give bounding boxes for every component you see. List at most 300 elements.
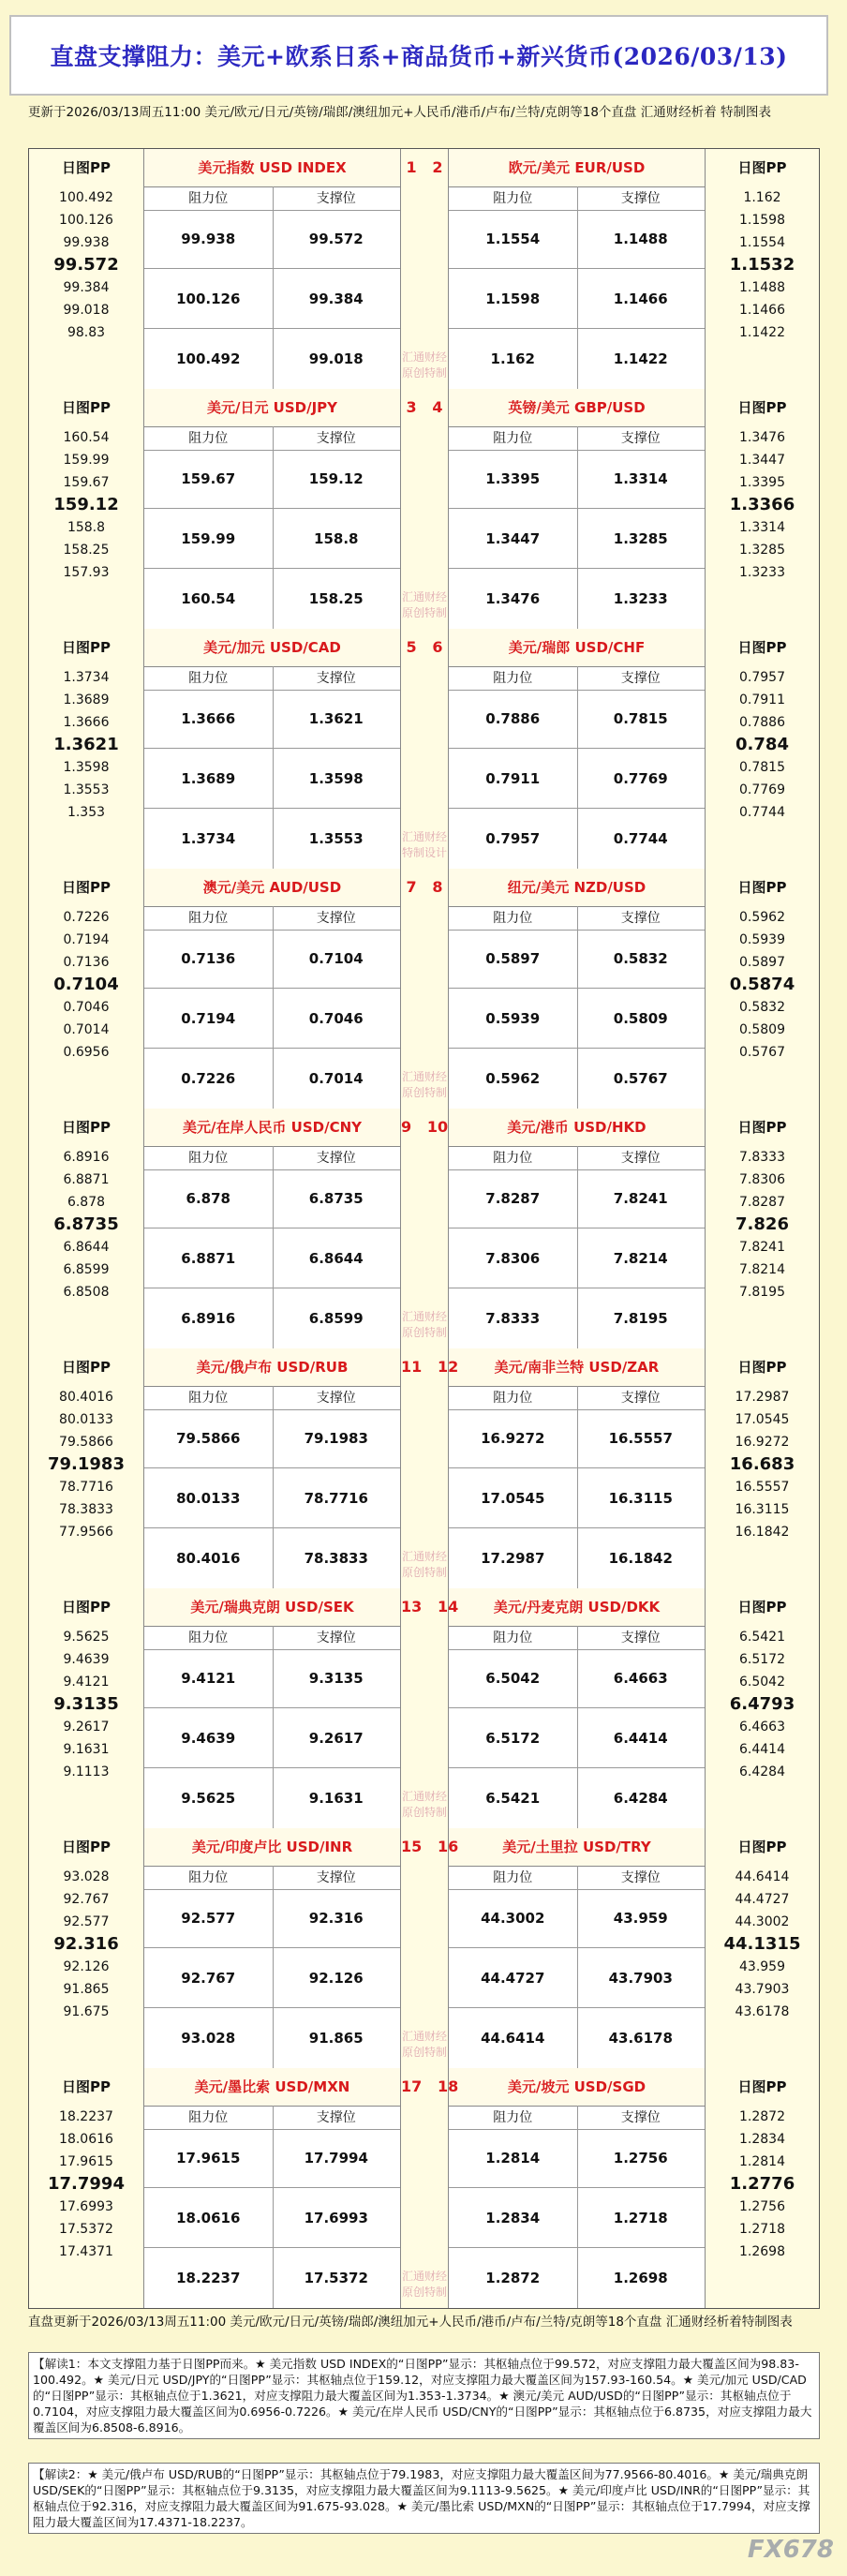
- pair-panel-right: [448, 1109, 706, 1348]
- support-value: 1.3233: [613, 590, 668, 607]
- pair-number-right: 14: [437, 1598, 459, 1616]
- block-number-column: [401, 149, 448, 389]
- pp-level-value: 0.5767: [739, 1045, 785, 1060]
- pp-level-value: 1.3395: [739, 475, 785, 490]
- pp-header: 日图PP: [737, 1599, 787, 1616]
- column-divider: [577, 186, 578, 389]
- column-divider: [577, 906, 578, 1109]
- pp-level-value: 0.7194: [63, 932, 110, 947]
- pp-column-right: [706, 1588, 819, 1828]
- pp-column-left: [29, 1588, 143, 1828]
- pivot-point-value: 7.826: [736, 1214, 789, 1234]
- pp-level-value: 6.4663: [739, 1720, 785, 1735]
- pp-level-value: 158.8: [67, 520, 106, 535]
- pp-header: 日图PP: [737, 1839, 787, 1855]
- block-numbers: [401, 1828, 459, 1866]
- pivot-point-value: 17.7994: [48, 2174, 125, 2194]
- watermark-text: 汇通财经原创特制: [401, 590, 447, 619]
- resistance-value: 100.492: [176, 350, 241, 367]
- pp-level-value: 17.5372: [59, 2222, 113, 2237]
- support-value: 158.25: [308, 590, 364, 607]
- pp-header: 日图PP: [737, 399, 787, 416]
- pair-number-right: 8: [432, 878, 443, 896]
- pp-level-value: 1.1488: [739, 280, 785, 295]
- pair-name: 美元/加元 USD/CAD: [144, 629, 400, 667]
- support-value: 7.8214: [613, 1250, 668, 1267]
- watermark-text: 汇通财经原创特制: [401, 1790, 447, 1819]
- pp-level-value: 1.3447: [739, 453, 785, 468]
- update-note-footer: 直盘更新于2026/03/13周五11:00 美元/欧元/日元/英镑/瑞郎/澳纽加元+人民币/港币/卢布/兰特/克朗等18个直盘 汇通财经析着特制图表: [28, 2315, 793, 2330]
- pp-level-value: 0.7957: [739, 670, 785, 685]
- pp-level-value: 1.2834: [739, 2132, 785, 2147]
- column-divider: [273, 1146, 274, 1348]
- resistance-value: 17.0545: [481, 1490, 545, 1507]
- pair-panel-right: [448, 1828, 706, 2068]
- resistance-header: 阻力位: [188, 191, 229, 206]
- pp-level-value: 17.2987: [735, 1390, 790, 1405]
- pp-level-value: 1.1422: [739, 325, 785, 340]
- pp-header: 日图PP: [62, 159, 111, 176]
- resistance-header: 阻力位: [188, 1630, 229, 1645]
- pair-block: [29, 1588, 819, 1828]
- pp-level-value: 9.1631: [63, 1742, 110, 1757]
- resistance-value: 6.878: [186, 1190, 230, 1207]
- pair-number-left: 3: [406, 398, 417, 416]
- resistance-header: 阻力位: [188, 1870, 229, 1885]
- resistance-header: 阻力位: [188, 2110, 229, 2125]
- pp-header: 日图PP: [62, 1119, 111, 1136]
- support-value: 17.6993: [304, 2210, 368, 2226]
- pp-level-value: 79.5866: [59, 1435, 113, 1450]
- pp-level-value: 6.8599: [63, 1262, 110, 1277]
- support-value: 79.1983: [304, 1430, 368, 1447]
- pair-number-left: 1: [406, 158, 417, 176]
- pair-name: 美元/坡元 USD/SGD: [449, 2068, 705, 2107]
- pp-level-value: 160.54: [63, 430, 110, 445]
- pair-name: 美元/南非兰特 USD/ZAR: [449, 1348, 705, 1387]
- support-value: 17.7994: [304, 2150, 368, 2167]
- pp-header: 日图PP: [62, 1599, 111, 1616]
- pair-name: 美元/丹麦克朗 USD/DKK: [449, 1588, 705, 1627]
- pp-level-value: 100.492: [59, 190, 113, 205]
- support-header: 支撑位: [316, 2110, 356, 2125]
- resistance-header: 阻力位: [493, 191, 533, 206]
- pp-level-value: 44.3002: [735, 1914, 790, 1929]
- watermark-text: 汇通财经特制设计: [401, 830, 447, 859]
- support-value: 6.8599: [308, 1310, 364, 1327]
- pp-level-value: 43.7903: [735, 1982, 790, 1997]
- pp-level-value: 159.99: [63, 453, 110, 468]
- column-divider: [577, 1866, 578, 2068]
- resistance-value: 18.0616: [176, 2210, 241, 2226]
- support-value: 6.4284: [613, 1790, 668, 1807]
- support-value: 43.6178: [608, 2030, 673, 2047]
- support-value: 0.5767: [613, 1070, 668, 1087]
- pp-header: 日图PP: [62, 1839, 111, 1855]
- pair-panel-left: [143, 629, 401, 869]
- pair-name: 美元/瑞典克朗 USD/SEK: [144, 1588, 400, 1627]
- block-numbers: [401, 869, 448, 906]
- pair-panel-right: [448, 2068, 706, 2308]
- pair-block: [29, 1109, 819, 1348]
- support-value: 1.2698: [613, 2270, 668, 2286]
- pair-name: 美元/瑞郎 USD/CHF: [449, 629, 705, 667]
- pp-level-value: 1.3689: [63, 692, 110, 707]
- pivot-point-value: 1.3621: [53, 735, 119, 754]
- resistance-value: 0.7194: [181, 1010, 236, 1027]
- resistance-value: 1.1598: [485, 290, 541, 307]
- pp-header: 日图PP: [62, 399, 111, 416]
- support-header: 支撑位: [620, 671, 661, 686]
- resistance-value: 159.67: [181, 470, 236, 487]
- pair-number-right: 2: [432, 158, 443, 176]
- support-value: 0.7104: [308, 950, 364, 967]
- resistance-header: 阻力位: [493, 2110, 533, 2125]
- pair-name: 欧元/美元 EUR/USD: [449, 149, 705, 187]
- pp-level-value: 7.8306: [739, 1172, 785, 1187]
- page-title: 直盘支撑阻力：美元+欧系日系+商品货币+新兴货币(2026/03/13): [50, 43, 788, 70]
- support-value: 1.1422: [613, 350, 668, 367]
- block-number-column: [401, 629, 448, 869]
- pp-level-value: 6.4284: [739, 1764, 785, 1779]
- pp-level-value: 98.83: [67, 325, 106, 340]
- pair-panel-left: [143, 389, 401, 629]
- pp-level-value: 9.2617: [63, 1720, 110, 1735]
- resistance-value: 1.3666: [181, 710, 236, 727]
- pp-level-value: 6.5042: [739, 1675, 785, 1690]
- pp-header: 日图PP: [62, 879, 111, 896]
- title-bar: [0, 0, 847, 97]
- support-header: 支撑位: [316, 191, 356, 206]
- resistance-header: 阻力位: [493, 1630, 533, 1645]
- resistance-value: 17.9615: [176, 2150, 241, 2167]
- resistance-value: 6.5421: [485, 1790, 541, 1807]
- pp-level-value: 16.1842: [735, 1525, 790, 1540]
- resistance-value: 44.6414: [481, 2030, 545, 2047]
- watermark-text: 汇通财经原创特制: [401, 1070, 447, 1099]
- pp-level-value: 7.8333: [739, 1150, 785, 1165]
- resistance-value: 1.3734: [181, 830, 236, 847]
- pp-header: 日图PP: [62, 2078, 111, 2095]
- block-number-column: [401, 869, 448, 1109]
- support-value: 0.7744: [613, 830, 668, 847]
- support-value: 1.3553: [308, 830, 364, 847]
- pp-level-value: 1.3734: [63, 670, 110, 685]
- title-box: [9, 15, 828, 96]
- pp-level-value: 0.7014: [63, 1022, 110, 1037]
- pp-header: 日图PP: [737, 1119, 787, 1136]
- block-number-column: [401, 1828, 459, 2068]
- support-value: 1.3598: [308, 770, 364, 787]
- resistance-value: 1.2834: [485, 2210, 541, 2226]
- resistance-value: 80.4016: [176, 1550, 241, 1567]
- pair-number-right: 10: [426, 1118, 449, 1136]
- pair-panel-right: [448, 869, 706, 1109]
- pair-number-right: 18: [437, 2077, 459, 2095]
- resistance-value: 92.767: [181, 1970, 236, 1987]
- pair-block: [29, 2068, 819, 2308]
- support-header: 支撑位: [316, 911, 356, 926]
- pp-level-value: 44.4727: [735, 1892, 790, 1907]
- support-header: 支撑位: [620, 431, 661, 446]
- pair-name: 美元/在岸人民币 USD/CNY: [144, 1109, 400, 1147]
- pivot-point-value: 16.683: [729, 1454, 795, 1474]
- support-value: 9.2617: [308, 1730, 364, 1747]
- pair-block: [29, 869, 819, 1109]
- column-divider: [577, 1386, 578, 1588]
- resistance-header: 阻力位: [188, 1151, 229, 1166]
- pp-level-value: 6.8644: [63, 1240, 110, 1255]
- support-value: 16.1842: [608, 1550, 673, 1567]
- support-header: 支撑位: [620, 911, 661, 926]
- pivot-point-value: 99.572: [53, 255, 119, 275]
- block-numbers: [401, 1109, 448, 1146]
- column-divider: [273, 666, 274, 869]
- support-value: 6.4663: [613, 1670, 668, 1687]
- pair-panel-left: [143, 869, 401, 1109]
- pair-panel-left: [143, 1588, 401, 1828]
- pp-level-value: 0.7769: [739, 782, 785, 797]
- pp-level-value: 0.5832: [739, 1000, 785, 1015]
- pair-panel-left: [143, 1348, 401, 1588]
- pp-column-right: [706, 149, 819, 389]
- support-header: 支撑位: [620, 1630, 661, 1645]
- pp-level-value: 44.6414: [735, 1869, 790, 1884]
- watermark-text: 汇通财经原创特制: [401, 350, 447, 380]
- support-header: 支撑位: [316, 671, 356, 686]
- pp-level-value: 6.8871: [63, 1172, 110, 1187]
- pair-name: 美元/印度卢比 USD/INR: [144, 1828, 400, 1867]
- pair-name: 美元指数 USD INDEX: [144, 149, 400, 187]
- support-header: 支撑位: [620, 1391, 661, 1406]
- pp-level-value: 17.6993: [59, 2199, 113, 2214]
- resistance-value: 160.54: [181, 590, 236, 607]
- watermark-text: 汇通财经原创特制: [401, 1550, 447, 1579]
- pp-level-value: 7.8195: [739, 1285, 785, 1300]
- support-value: 6.8644: [308, 1250, 364, 1267]
- support-header: 支撑位: [316, 1391, 356, 1406]
- pp-level-value: 78.3833: [59, 1502, 113, 1517]
- column-divider: [273, 1626, 274, 1828]
- pp-header: 日图PP: [737, 1359, 787, 1376]
- support-value: 99.572: [308, 231, 364, 247]
- support-value: 1.1488: [613, 231, 668, 247]
- resistance-value: 93.028: [181, 2030, 236, 2047]
- pair-number-right: 4: [432, 398, 443, 416]
- resistance-value: 0.5897: [485, 950, 541, 967]
- resistance-value: 1.2814: [485, 2150, 541, 2167]
- resistance-value: 44.4727: [481, 1970, 545, 1987]
- pp-level-value: 99.938: [63, 235, 110, 250]
- interpretation-2: 【解读2：★ 美元/俄卢布 USD/RUB的“日图PP”显示：其枢轴点位于79.1983，对应支撑阻力最大覆盖区间为77.9566-80.4016。★ 美元/瑞典克朗 USD/SEK的“日图PP”显示：其枢轴点位于9.3135，对应支撑阻力最大覆盖区间为9.1113-9.5625。★ 美元/印度卢比 USD/INR的“日图PP”显示：其枢轴点位于92.316，对应支撑阻力最大覆盖区间为91.675-93.028。★ 美元/墨比索 USD/MXN的“日图PP”显示：其枢轴点位于17.7994，对应支撑阻力最大覆盖区间为17.4371-18.2237。: [28, 2463, 820, 2534]
- support-header: 支撑位: [620, 1870, 661, 1885]
- pivot-point-value: 79.1983: [48, 1454, 125, 1474]
- pp-level-value: 91.675: [63, 2004, 110, 2019]
- pair-block: [29, 149, 819, 389]
- pp-level-value: 1.3285: [739, 543, 785, 558]
- support-value: 9.3135: [308, 1670, 364, 1687]
- support-value: 1.2756: [613, 2150, 668, 2167]
- pp-level-value: 1.1466: [739, 303, 785, 318]
- pp-level-value: 0.7886: [739, 715, 785, 730]
- pp-level-value: 1.3233: [739, 565, 785, 580]
- column-divider: [273, 426, 274, 629]
- pp-level-value: 6.878: [67, 1195, 106, 1210]
- pair-name: 美元/土里拉 USD/TRY: [449, 1828, 705, 1867]
- pair-name: 澳元/美元 AUD/USD: [144, 869, 400, 907]
- pp-level-value: 0.7744: [739, 805, 785, 820]
- pp-level-value: 43.959: [739, 1959, 785, 1974]
- pp-level-value: 1.2698: [739, 2244, 785, 2259]
- pp-level-value: 1.2814: [739, 2154, 785, 2169]
- pair-panel-left: [143, 2068, 401, 2308]
- support-value: 43.959: [613, 1910, 668, 1927]
- pp-level-value: 9.5625: [63, 1630, 110, 1645]
- pair-name: 美元/日元 USD/JPY: [144, 389, 400, 427]
- block-number-column: [401, 389, 448, 629]
- resistance-header: 阻力位: [188, 911, 229, 926]
- support-value: 1.3314: [613, 470, 668, 487]
- support-value: 99.384: [308, 290, 364, 307]
- pp-level-value: 159.67: [63, 475, 110, 490]
- pp-level-value: 9.4121: [63, 1675, 110, 1690]
- support-value: 16.5557: [608, 1430, 673, 1447]
- resistance-header: 阻力位: [493, 431, 533, 446]
- pp-level-value: 7.8287: [739, 1195, 785, 1210]
- watermark-text: 汇通财经原创特制: [401, 2030, 447, 2059]
- watermark-text: 汇通财经原创特制: [401, 1310, 447, 1339]
- pivot-point-value: 1.3366: [729, 495, 795, 514]
- resistance-value: 9.4639: [181, 1730, 236, 1747]
- support-value: 1.2718: [613, 2210, 668, 2226]
- pp-level-value: 93.028: [63, 1869, 110, 1884]
- pivot-point-value: 6.4793: [729, 1694, 795, 1714]
- pp-level-value: 1.2756: [739, 2199, 785, 2214]
- pivot-point-value: 0.7104: [53, 975, 119, 994]
- resistance-header: 阻力位: [493, 1391, 533, 1406]
- pair-number-left: 13: [401, 1598, 423, 1616]
- block-numbers: [401, 629, 448, 666]
- support-value: 6.4414: [613, 1730, 668, 1747]
- pp-level-value: 0.7815: [739, 760, 785, 775]
- column-divider: [273, 906, 274, 1109]
- fx678-logo: FX678: [747, 2536, 834, 2564]
- pair-number-right: 12: [437, 1358, 459, 1376]
- resistance-value: 9.5625: [181, 1790, 236, 1807]
- pp-level-value: 18.0616: [59, 2132, 113, 2147]
- resistance-header: 阻力位: [188, 431, 229, 446]
- pp-level-value: 0.7226: [63, 910, 110, 925]
- pair-name: 纽元/美元 NZD/USD: [449, 869, 705, 907]
- pp-level-value: 16.5557: [735, 1480, 790, 1495]
- resistance-value: 0.7911: [485, 770, 541, 787]
- pp-level-value: 9.4639: [63, 1652, 110, 1667]
- resistance-value: 16.9272: [481, 1430, 545, 1447]
- resistance-value: 6.8871: [181, 1250, 236, 1267]
- pair-panel-right: [448, 629, 706, 869]
- support-value: 1.1466: [613, 290, 668, 307]
- pivot-point-value: 44.1315: [723, 1934, 801, 1954]
- pair-number-right: 6: [432, 638, 443, 656]
- pp-column-left: [29, 1828, 143, 2068]
- pp-level-value: 78.7716: [59, 1480, 113, 1495]
- column-divider: [577, 2106, 578, 2308]
- resistance-header: 阻力位: [493, 911, 533, 926]
- pp-level-value: 92.577: [63, 1914, 110, 1929]
- pp-level-value: 6.4414: [739, 1742, 785, 1757]
- pp-header: 日图PP: [62, 639, 111, 656]
- resistance-value: 80.0133: [176, 1490, 241, 1507]
- resistance-value: 92.577: [181, 1910, 236, 1927]
- pair-panel-left: [143, 1109, 401, 1348]
- pair-panel-right: [448, 149, 706, 389]
- pp-level-value: 158.25: [63, 543, 110, 558]
- block-numbers: [401, 149, 448, 186]
- pair-number-left: 11: [401, 1358, 423, 1376]
- pp-column-left: [29, 869, 143, 1109]
- column-divider: [273, 1386, 274, 1588]
- pp-level-value: 7.8214: [739, 1262, 785, 1277]
- column-divider: [577, 666, 578, 869]
- pp-column-right: [706, 1828, 819, 2068]
- pp-level-value: 6.8508: [63, 1285, 110, 1300]
- pp-level-value: 1.2872: [739, 2109, 785, 2124]
- pp-level-value: 0.7046: [63, 1000, 110, 1015]
- pair-number-left: 15: [401, 1838, 423, 1855]
- block-numbers: [401, 389, 448, 426]
- resistance-value: 100.126: [176, 290, 241, 307]
- resistance-value: 1.1554: [485, 231, 541, 247]
- resistance-value: 0.7136: [181, 950, 236, 967]
- pp-header: 日图PP: [737, 879, 787, 896]
- support-value: 0.7046: [308, 1010, 364, 1027]
- pp-level-value: 0.6956: [63, 1045, 110, 1060]
- resistance-value: 7.8306: [485, 1250, 541, 1267]
- interpretation-1: 【解读1：本文支撑阻力基于日图PP而来。★ 美元指数 USD INDEX的“日图PP”显示：其枢轴点位于99.572，对应支撑阻力最大覆盖区间为98.83-100.492。★ 美元/日元 USD/JPY的“日图PP”显示：其枢轴点位于159.12，对应支撑阻力最大覆盖区间为157.93-160.54。★ 美元/加元 USD/CAD的“日图PP”显示：其枢轴点位于1.3621，对应支撑阻力最大覆盖区间为1.353-1.3734。★ 澳元/美元 AUD/USD的“日图PP”显示：其枢轴点位于0.7104，对应支撑阻力最大覆盖区间为0.6956-0.7226。★ 美元/在岸人民币 USD/CNY的“日图PP”显示：其枢轴点位于6.8735，对应支撑阻力最大覆盖区间为6.8508-6.8916。: [28, 2352, 820, 2439]
- pp-level-value: 1.3314: [739, 520, 785, 535]
- resistance-value: 1.3689: [181, 770, 236, 787]
- pp-column-left: [29, 2068, 143, 2308]
- resistance-value: 159.99: [181, 530, 236, 547]
- pivot-point-value: 0.5874: [729, 975, 795, 994]
- pp-level-value: 0.5897: [739, 955, 785, 970]
- resistance-value: 6.8916: [181, 1310, 236, 1327]
- column-divider: [273, 1866, 274, 2068]
- pivot-point-value: 1.2776: [729, 2174, 795, 2194]
- pp-level-value: 9.1113: [63, 1764, 110, 1779]
- resistance-header: 阻力位: [493, 1870, 533, 1885]
- support-header: 支撑位: [316, 1630, 356, 1645]
- support-value: 0.5809: [613, 1010, 668, 1027]
- pp-column-right: [706, 1348, 819, 1588]
- resistance-value: 0.5939: [485, 1010, 541, 1027]
- pp-level-value: 1.1598: [739, 213, 785, 228]
- support-value: 0.5832: [613, 950, 668, 967]
- pp-level-value: 17.9615: [59, 2154, 113, 2169]
- pivot-point-value: 6.8735: [53, 1214, 119, 1234]
- pp-column-right: [706, 2068, 819, 2308]
- pp-level-value: 0.5939: [739, 932, 785, 947]
- support-header: 支撑位: [316, 1870, 356, 1885]
- block-numbers: [401, 2068, 459, 2106]
- support-value: 158.8: [314, 530, 359, 547]
- pair-name: 美元/墨比索 USD/MXN: [144, 2068, 400, 2107]
- support-value: 0.7815: [613, 710, 668, 727]
- resistance-header: 阻力位: [493, 671, 533, 686]
- pp-header: 日图PP: [737, 639, 787, 656]
- pp-level-value: 6.8916: [63, 1150, 110, 1165]
- pair-panel-right: [448, 1588, 706, 1828]
